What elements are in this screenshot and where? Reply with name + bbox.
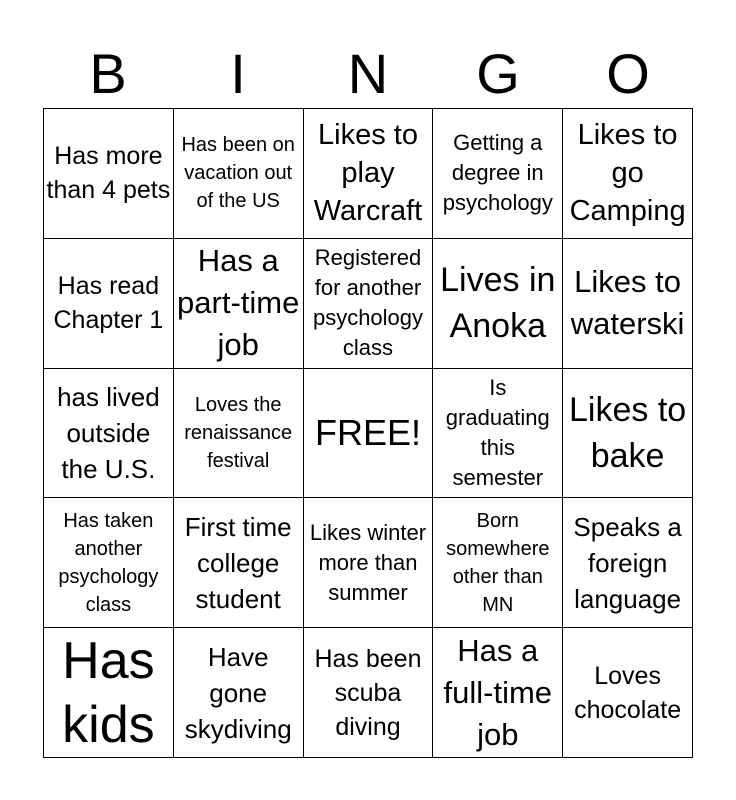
cell-text: Born somewhere other than MN [446,509,550,616]
cell-text: Likes to bake [569,390,687,475]
cell-text: Getting a degree in psychology [442,130,553,216]
cell-text: Have gone skydiving [184,641,292,744]
bingo-cell[interactable] [304,498,434,628]
bingo-cell[interactable] [304,239,434,369]
bingo-cell[interactable] [174,369,304,499]
bingo-cell[interactable] [433,369,563,499]
bingo-cell[interactable] [174,498,304,628]
cell-text: Has been scuba diving [314,644,422,741]
bingo-cell[interactable] [563,109,693,239]
header-letter-n: N [347,42,389,105]
bingo-cell[interactable] [44,498,174,628]
bingo-header [43,40,693,108]
cell-text: Has read Chapter 1 [53,272,164,335]
cell-text: has lived outside the U.S. [57,381,160,484]
cell-text: Likes to waterski [570,264,685,342]
bingo-cell[interactable] [174,109,304,239]
bingo-cell[interactable] [433,498,563,628]
bingo-cell[interactable] [433,628,563,758]
header-letter-o: O [606,42,650,105]
cell-text: Lives in Anoka [440,261,556,346]
cell-text: Registered for another psychology class [312,245,424,361]
cell-text: Speaks a foreign language [573,511,682,614]
bingo-cell[interactable] [44,109,174,239]
cell-text: Has a full-time job [443,632,553,752]
bingo-cell[interactable] [304,369,434,499]
bingo-cell[interactable] [174,628,304,758]
cell-text: Has a part-time job [177,243,300,363]
cell-text: FREE! [314,411,421,453]
cell-text: Likes to play Warcraft [313,119,423,228]
bingo-cell[interactable] [563,628,693,758]
bingo-cell[interactable] [44,369,174,499]
cell-text: Has been on vacation out of the US [181,134,295,213]
cell-text: Is graduating this semester [445,374,550,490]
bingo-cell[interactable] [44,628,174,758]
cell-text: Has kids [62,631,155,754]
bingo-cell[interactable] [44,239,174,369]
bingo-cell[interactable] [433,109,563,239]
bingo-board [43,108,693,758]
header-letter-b: B [89,42,127,105]
header-letter-g: G [476,42,520,105]
cell-text: Has more than 4 pets [46,142,171,205]
cell-text: Has taken another psychology class [58,509,159,616]
bingo-cell[interactable] [563,239,693,369]
cell-text: First time college student [184,511,292,614]
bingo-cell[interactable] [304,628,434,758]
header-letter-i: I [230,42,246,105]
cell-text: Likes winter more than summer [309,519,427,605]
bingo-cell[interactable] [304,109,434,239]
bingo-cell[interactable] [563,498,693,628]
bingo-cell[interactable] [174,239,304,369]
cell-text: Loves the renaissance festival [184,393,293,472]
bingo-cell[interactable] [563,369,693,499]
cell-text: Likes to go Camping [569,119,686,228]
cell-text: Loves chocolate [574,661,682,724]
bingo-cell[interactable] [433,239,563,369]
